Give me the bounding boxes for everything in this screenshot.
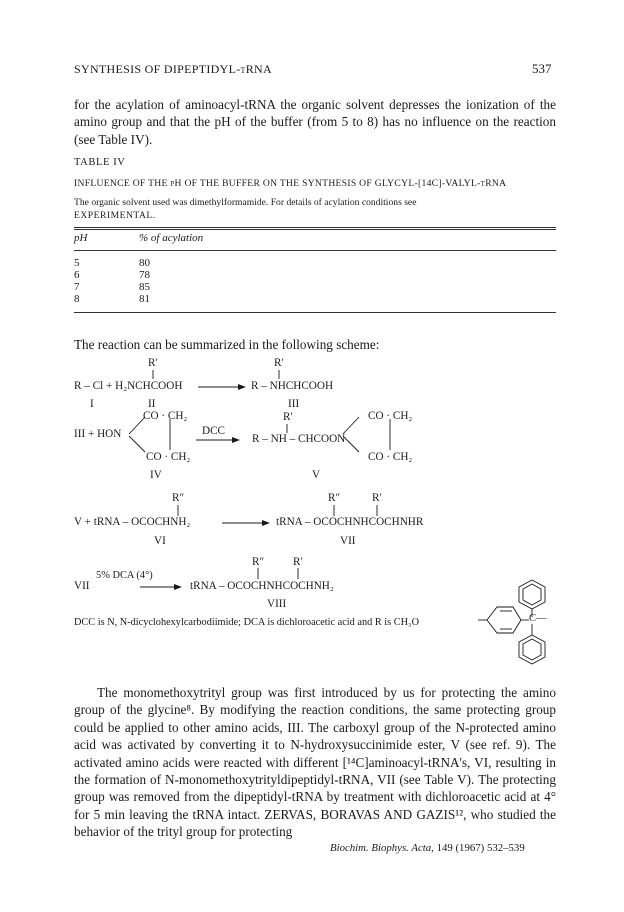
table-label: TABLE IV [74, 157, 126, 168]
scheme-substituent: R″ [172, 492, 185, 504]
table-col-acylation: % of acylation [139, 232, 204, 244]
table-cell-ph: 6 [74, 269, 80, 281]
scheme-product-III: R – NHCHCOOH [251, 380, 334, 392]
compound-label: VIII [267, 598, 287, 610]
table-note-text: The organic solvent used was dimethylformamide. For details of acylation conditions see [74, 197, 417, 208]
scheme-product-V: R – NH – CHCOON [252, 433, 346, 445]
table-cell-ph: 7 [74, 281, 80, 293]
compound-label: IV [150, 469, 162, 481]
compound-label: III [288, 398, 300, 410]
compound-label: VII [340, 535, 356, 547]
journal-name: Biochim. Biophys. Acta, [330, 842, 434, 854]
scheme-reactant-VII: VII [74, 580, 90, 592]
scheme-substituent: R′ [372, 492, 382, 504]
scheme-reactants-2: III + HON [74, 428, 122, 440]
table-cell-acylation: 80 [139, 257, 150, 269]
compound-label: V [312, 469, 321, 481]
intro-paragraph: for the acylation of aminoacyl-tRNA the organic solvent depresses the ionization of the amino group and that the pH of the buffer (from 5 to 8) has no influence on the reaction (see Table IV). [74, 97, 556, 147]
trityl-carbon-label: C— [529, 613, 547, 624]
scheme-ring-group: CO · CH₂ [368, 410, 413, 422]
scheme-substituent: R′ [283, 411, 293, 423]
scheme-reagent-dcc: DCC [202, 425, 226, 437]
running-head: SYNTHESIS OF DIPEPTIDYL-tRNA [74, 62, 272, 76]
scheme-reagent-dca: 5% DCA (4°) [96, 570, 153, 581]
scheme-substituent: R″ [252, 556, 265, 568]
scheme-ring-group: CO · CH₂ [368, 451, 413, 463]
compound-label: VI [154, 535, 166, 547]
table-note-ref: EXPERIMENTAL. [74, 210, 156, 221]
scheme-ring-group: CO · CH₂ [146, 451, 191, 463]
scheme-substituent: R″ [328, 492, 341, 504]
page-number: 537 [532, 61, 552, 76]
table-cell-ph: 8 [74, 293, 80, 305]
compound-label: I [90, 398, 94, 410]
scheme-product-VII: tRNA – OCOCHNHCOCHNHR [276, 516, 424, 528]
scheme-product-VIII: tRNA – OCOCHNHCOCHNH₂ [190, 580, 334, 592]
scheme-substituent: R′ [148, 357, 158, 369]
main-paragraph: The monomethoxytrityl group was first introduced by us for protecting the amino group of the glycine⁸. By modifying the reaction conditions, the same protecting group could be applied to other amino acids, III. The carboxyl group of the N-protected amino acid was activated by converting it to N-hydroxysuccinimide ester, V (see ref. 9). The activated amino acids were reacted with different [¹⁴C]aminoacyl-tRNA's, VI, resulting in the formation of N-monomethoxytrityldipeptidyl-tRNA, VII (see Table V). The protecting group was removed from the dipeptidyl-tRNA by treatment with dichloroacetic acid at 4° for 5 min leaving the tRNA intact. ZERVAS, BORAVAS AND GAZIS¹², who studied the behavior of the trityl group for protecting [74, 685, 556, 840]
table-cell-acylation: 85 [139, 281, 150, 293]
table-cell-acylation: 78 [139, 269, 150, 281]
compound-label: II [148, 398, 156, 410]
scheme-intro: The reaction can be summarized in the following scheme: [74, 337, 380, 352]
scheme-reactants-3: V + tRNA – OCOCHNH₂ [74, 516, 191, 528]
journal-volume-pages: 149 (1967) 532–539 [436, 842, 525, 854]
scheme-substituent: R′ [293, 556, 303, 568]
scheme-substituent: R′ [274, 357, 284, 369]
scheme-ring-group: CO · CH₂ [143, 410, 188, 422]
table-col-ph: pH [74, 232, 88, 244]
scheme-footnote: DCC is N, N-dicyclohexylcarbodiimide; DCA is dichloroacetic acid and R is CH₃O [74, 617, 420, 628]
scheme-reactants-1: R – Cl + H₂NCHCOOH [74, 380, 183, 392]
table-cell-acylation: 81 [139, 293, 150, 305]
table-title: INFLUENCE OF THE pH OF THE BUFFER ON THE SYNTHESIS OF GLYCYL-[14C]-VALYL-tRNA [74, 178, 507, 189]
journal-citation [330, 842, 525, 854]
table-cell-ph: 5 [74, 257, 80, 269]
